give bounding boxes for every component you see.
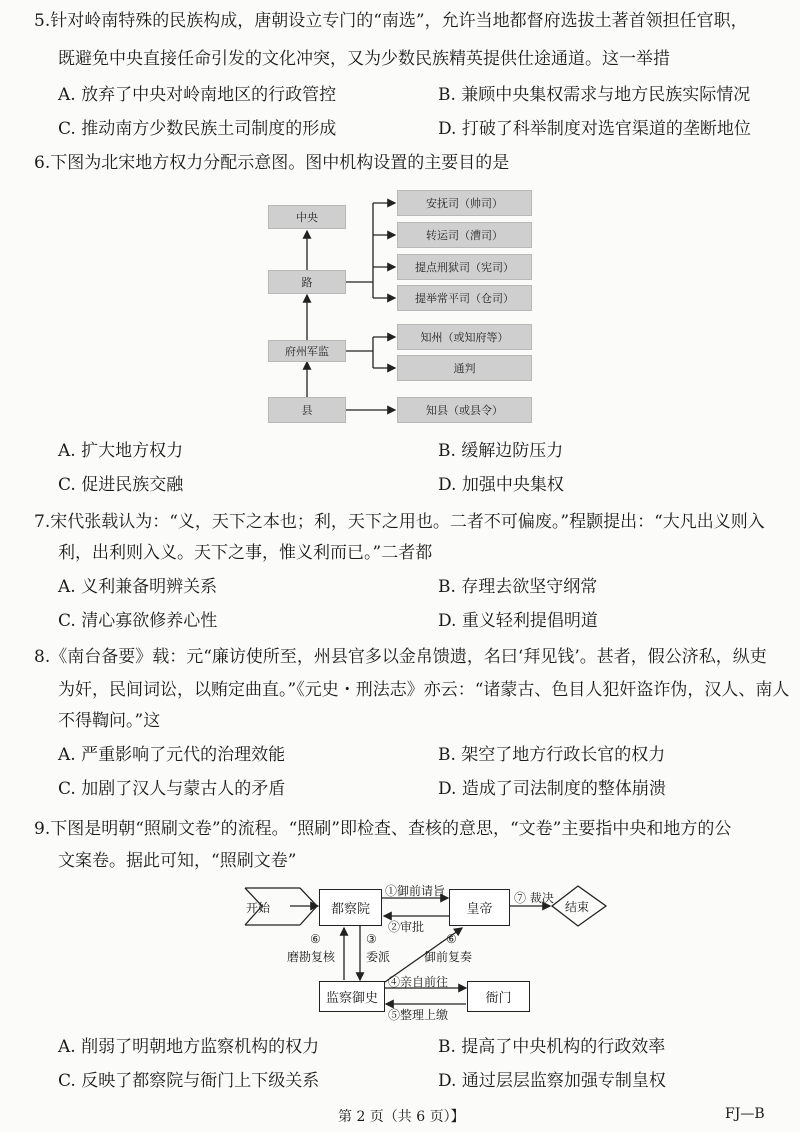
q9-option-c: C. 反映了都察院与衙门上下级关系 bbox=[58, 1071, 320, 1091]
q5-option-a: A. 放弃了中央对岭南地区的行政管控 bbox=[58, 85, 337, 105]
box-tiju: 提举常平司（仓司） bbox=[397, 285, 532, 311]
flow-yamen: 衙门 bbox=[467, 981, 530, 1012]
q6-option-c: C. 促进民族交融 bbox=[58, 475, 184, 495]
box-tidian: 提点刑狱司（宪司） bbox=[397, 254, 532, 280]
box-tongpan: 通判 bbox=[397, 355, 532, 381]
box-anfu: 安抚司（帅司） bbox=[397, 190, 532, 216]
q5-stem-line2: 既避免中央直接任命引发的文化冲突，又为少数民族精英提供仕途通道。这一举措 bbox=[58, 49, 670, 69]
q7-stem-line1: 7.宋代张载认为：“义，天下之本也；利，天下之用也。二者不可偏废。”程颢提出：“大凡出义则入 bbox=[34, 512, 765, 532]
q8-stem-line1: 8.《南台备要》载：元“廉访使所至，州县官多以金帛馈遗，名曰‘拜见钱’。甚者，假公济私，纵吏 bbox=[34, 647, 767, 667]
q8-option-a: A. 严重影响了元代的治理效能 bbox=[58, 745, 286, 765]
q7-stem-line2: 利，出利则入义。天下之事，惟义利而已。”二者都 bbox=[58, 543, 433, 563]
flow-end: 结束 bbox=[565, 900, 590, 914]
q9-option-d: D. 通过层层监察加强专制皇权 bbox=[438, 1071, 666, 1091]
q7-option-c: C. 清心寡欲修养心性 bbox=[58, 611, 218, 631]
flow-huangdi: 皇帝 bbox=[449, 889, 510, 926]
flow-jiancha: 监察御史 bbox=[319, 981, 385, 1012]
flow-start: 开始 bbox=[246, 901, 271, 915]
q9-stem-line2: 文案卷。据此可知，“照刷文卷” bbox=[58, 851, 297, 871]
box-central: 中央 bbox=[268, 205, 346, 229]
box-lu: 路 bbox=[268, 270, 346, 294]
box-zhuanyun: 转运司（漕司） bbox=[397, 222, 532, 248]
step-1-label: ①御前请旨 bbox=[385, 884, 446, 898]
step-6b-label: 御前复奏 bbox=[424, 950, 473, 964]
box-zhixian: 知县（或县令） bbox=[397, 397, 532, 423]
q9-option-b: B. 提高了中央机构的行政效率 bbox=[438, 1037, 666, 1057]
box-zhizhou: 知州（或知府等） bbox=[397, 324, 532, 350]
flow-duchayuan: 都察院 bbox=[319, 889, 382, 926]
step-6a-label: 磨勘复核 bbox=[287, 950, 336, 964]
q8-option-d: D. 造成了司法制度的整体崩溃 bbox=[438, 779, 666, 799]
q8-option-b: B. 架空了地方行政长官的权力 bbox=[438, 745, 666, 765]
step-6a-num: ⑥ bbox=[310, 932, 321, 946]
q9-option-a: A. 削弱了明朝地方监察机构的权力 bbox=[58, 1037, 320, 1057]
page-number: 第 2 页（共 6 页）】 bbox=[338, 1109, 465, 1125]
q5-option-d: D. 打破了科举制度对选官渠道的垄断地位 bbox=[438, 119, 751, 139]
step-7-label: ⑦ 裁决 bbox=[514, 891, 554, 905]
q5-option-b: B. 兼顾中央集权需求与地方民族实际情况 bbox=[438, 85, 751, 105]
q9-stem-line1: 9.下图是明朝“照刷文卷”的流程。“照刷”即检查、查核的意思，“文卷”主要指中央和地方的公 bbox=[34, 819, 732, 839]
q7-option-d: D. 重义轻利提倡明道 bbox=[438, 611, 598, 631]
q6-option-b: B. 缓解边防压力 bbox=[438, 441, 564, 461]
step-6b-num: ⑥ bbox=[446, 932, 457, 946]
box-xian: 县 bbox=[268, 397, 346, 423]
box-fuzhou: 府州军监 bbox=[268, 340, 346, 362]
q8-stem-line2: 为奸，民间词讼，以贿定曲直。”《元史・刑法志》亦云：“诸蒙古、色目人犯奸盗诈伪，汉人、南人 bbox=[58, 680, 790, 700]
step-3-num: ③ bbox=[366, 932, 377, 946]
step-3-label: 委派 bbox=[366, 950, 391, 964]
step-4-label: ④亲自前往 bbox=[388, 975, 449, 989]
q8-option-c: C. 加剧了汉人与蒙古人的矛盾 bbox=[58, 779, 286, 799]
step-5-label: ⑤整理上缴 bbox=[388, 1008, 449, 1022]
q6-option-d: D. 加强中央集权 bbox=[438, 475, 564, 495]
q5-option-c: C. 推动南方少数民族土司制度的形成 bbox=[58, 119, 337, 139]
q8-stem-line3: 不得鞫问。”这 bbox=[58, 711, 161, 731]
q6-option-a: A. 扩大地方权力 bbox=[58, 441, 184, 461]
q7-option-a: A. 义利兼备明辨关系 bbox=[58, 577, 218, 597]
paper-code: FJ—B bbox=[725, 1106, 765, 1122]
q6-stem: 6.下图为北宋地方权力分配示意图。图中机构设置的主要目的是 bbox=[34, 153, 510, 173]
step-2-label: ②审批 bbox=[388, 920, 425, 934]
q7-option-b: B. 存理去欲坚守纲常 bbox=[438, 577, 598, 597]
q5-stem-line1: 5.针对岭南特殊的民族构成，唐朝设立专门的“南选”，允许当地都督府选拔土著首领担任官职， bbox=[34, 11, 748, 31]
